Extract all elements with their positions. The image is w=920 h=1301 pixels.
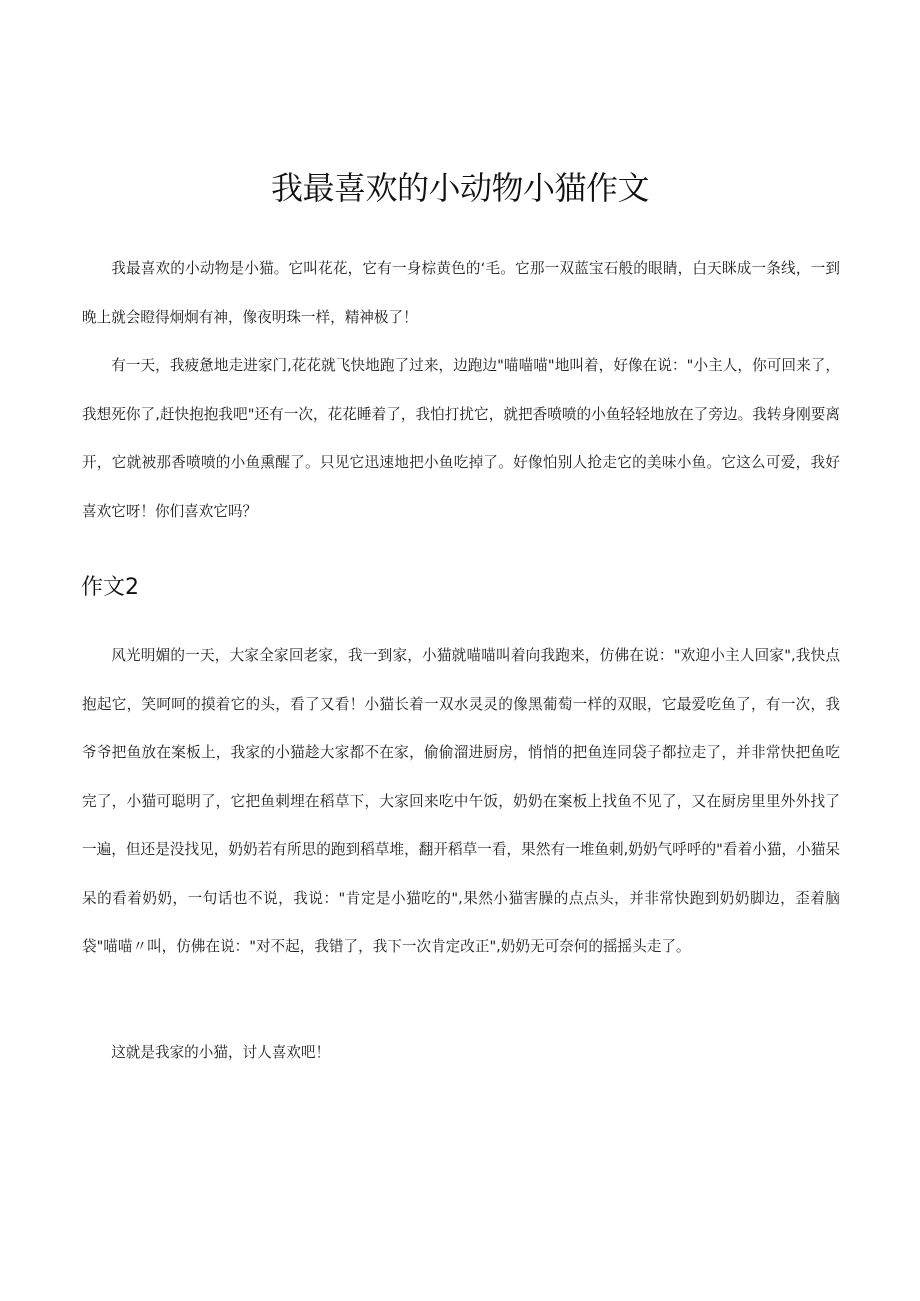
essay1-paragraph-1: 我最喜欢的小动物是小猫。它叫花花，它有一身棕黄色的‘毛。它那一双蓝宝石般的眼睛，白天眯成一条线，一到晚上就会瞪得炯炯有神，像夜明珠一样，精神极了！ [82, 260, 840, 326]
essay2-paragraph-2: 这就是我家的小猫，讨人喜欢吧！ [111, 1044, 331, 1061]
essay2-paragraph-1: 风光明媚的一天，大家全家回老家，我一到家，小猫就喵喵叫着向我跑来，仿佛在说："欢迎小主人回家",我快点抱起它，笑呵呵的摸着它的头，看了又看！小猫长着一双水灵灵的像黑葡萄一样的双眼，它最爱吃鱼了，有一次，我爷爷把鱼放在案板上，我家的小猫趁大家都不在家，偷偷溜进厨房，悄悄的把鱼连同袋子都拉走了，并非常快把鱼吃完了，小猫可聪明了，它把鱼刺埋在稻草下，大家回来吃中午饭，奶奶在案板上找鱼不见了，又在厨房里里外外找了一遍，但还是没找见，奶奶若有所思的跑到稻草堆，翻开稻草一看，果然有一堆鱼刺,奶奶气呼呼的"看着小猫，小猫呆呆的看着奶奶，一句话也不说，我说："肯定是小猫吃的",果然小猫害臊的点点头，并非常快跑到奶奶脚边，歪着脑袋"喵喵〃叫，仿佛在说："对不起，我错了，我下一次肯定改正",奶奶无可奈何的摇摇头走了。 [82, 647, 840, 955]
essay1-paragraph-2: 有一天，我疲惫地走进家门,花花就飞快地跑了过来，边跑边"喵喵喵"地叫着，好像在说："小主人，你可回来了，我想死你了,赶快抱抱我吧"还有一次，花花睡着了，我怕打扰它，就把香喷喷的小鱼轻轻地放在了旁边。我转身刚要离开，它就被那香喷喷的小鱼熏醒了。只见它迅速地把小鱼吃掉了。好像怕别人抢走它的美味小鱼。它这么可爱，我好喜欢它呀！你们喜欢它吗？ [82, 357, 840, 520]
page-title: 我最喜欢的小动物小猫作文 [270, 169, 649, 207]
section-heading: 作文2 [81, 575, 139, 600]
